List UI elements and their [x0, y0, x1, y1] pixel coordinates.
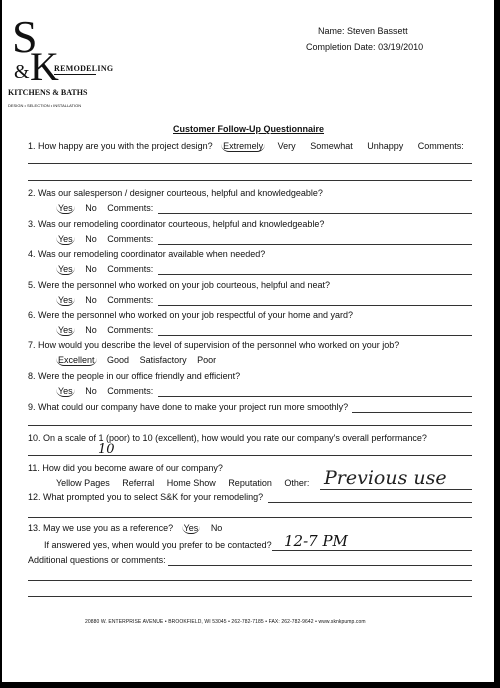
- q13-option-yes[interactable]: Yes: [183, 523, 199, 533]
- svg-text:S: S: [12, 11, 38, 62]
- q8-comment-line[interactable]: [158, 396, 472, 397]
- q9-answer-line-1[interactable]: [352, 412, 472, 413]
- page-title: Customer Follow-Up Questionnaire: [173, 124, 325, 134]
- additional-line-2[interactable]: [28, 580, 472, 581]
- q11-option-home-show[interactable]: Home Show: [166, 478, 216, 488]
- q2-option-no[interactable]: No: [85, 203, 97, 213]
- q12-answer-line-2[interactable]: [28, 517, 472, 518]
- question-2-text: 2. Was our salesperson / designer courteous, helpful and knowledgeable?: [28, 188, 323, 198]
- q4-comments-label: Comments:: [107, 264, 154, 274]
- q12-answer-line-1[interactable]: [268, 502, 472, 503]
- question-13: [28, 523, 222, 533]
- q13-followup-text: If answered yes, when would you prefer to be contacted?: [44, 540, 272, 550]
- q5-answer-row: [56, 295, 153, 305]
- q7-option-excellent[interactable]: Excellent: [58, 355, 95, 365]
- completion-row: [306, 42, 423, 52]
- question-9-text: 9. What could our company have done to make your project run more smoothly?: [28, 402, 349, 412]
- additional-line-3[interactable]: [28, 596, 472, 597]
- question-1-text: 1. How happy are you with the project design?: [28, 141, 213, 151]
- q6-option-no[interactable]: No: [85, 325, 97, 335]
- q4-answer-row: [56, 264, 153, 274]
- question-8-text: 8. Were the people in our office friendly and efficient?: [28, 371, 241, 381]
- question-6-text: 6. Were the personnel who worked on your job respectful of your home and yard?: [28, 310, 354, 320]
- logo-kitchens-baths: KITCHENS & BATHS: [8, 88, 88, 97]
- question-5-text: 5. Were the personnel who worked on your job courteous, helpful and neat?: [28, 280, 331, 290]
- q5-option-yes[interactable]: Yes: [58, 295, 73, 305]
- q13-handwritten-contact-time: 12-7 PM: [284, 532, 348, 550]
- question-4-text: 4. Was our remodeling coordinator available when needed?: [28, 249, 266, 259]
- completion-label: Completion Date:: [306, 42, 376, 52]
- q11-options-row: [56, 478, 309, 488]
- q4-option-yes[interactable]: Yes: [58, 264, 73, 274]
- q5-comments-label: Comments:: [107, 295, 154, 305]
- q1-comments-label: Comments:: [417, 141, 464, 151]
- q1-comment-line-2[interactable]: [28, 180, 472, 181]
- question-10-text: 10. On a scale of 1 (poor) to 10 (excellent), how would you rate our company's overall performance?: [28, 433, 427, 443]
- q5-option-no[interactable]: No: [85, 295, 97, 305]
- q11-option-yellow-pages[interactable]: Yellow Pages: [56, 478, 110, 488]
- name-value: Steven Bassett: [347, 26, 408, 36]
- question-11-text: 11. How did you become aware of our company?: [28, 463, 223, 473]
- q10-handwritten-answer: 10: [98, 442, 115, 457]
- q4-option-no[interactable]: No: [85, 264, 97, 274]
- q5-comment-line[interactable]: [158, 305, 472, 306]
- q3-comment-line[interactable]: [158, 244, 472, 245]
- question-7-text: 7. How would you describe the level of supervision of the personnel who worked on your job?: [28, 340, 400, 350]
- q11-option-referral[interactable]: Referral: [122, 478, 155, 488]
- q6-answer-row: [56, 325, 153, 335]
- q1-option-somewhat[interactable]: Somewhat: [310, 141, 353, 151]
- logo-tagline: DESIGN • SELECTION • INSTALLATION: [8, 103, 82, 108]
- q2-comment-line[interactable]: [158, 213, 472, 214]
- q8-option-yes[interactable]: Yes: [58, 386, 73, 396]
- question-3-text: 3. Was our remodeling coordinator courteous, helpful and knowledgeable?: [28, 219, 325, 229]
- question-13-text: 13. May we use you as a reference?: [28, 523, 174, 533]
- q7-option-satisfactory[interactable]: Satisfactory: [139, 355, 187, 365]
- svg-text:K: K: [30, 44, 59, 80]
- q4-comment-line[interactable]: [158, 274, 472, 275]
- q11-other-label: Other:: [284, 478, 310, 488]
- additional-line-1[interactable]: [168, 565, 472, 566]
- q8-comments-label: Comments:: [107, 386, 154, 396]
- logo-underline: [54, 74, 96, 75]
- q6-comment-line[interactable]: [158, 335, 472, 336]
- q8-option-no[interactable]: No: [85, 386, 97, 396]
- q11-option-reputation[interactable]: Reputation: [228, 478, 272, 488]
- scan-border-left: [0, 0, 2, 688]
- q10-answer-line[interactable]: [28, 455, 472, 456]
- scan-border-bottom: [0, 682, 500, 688]
- footer-address: 20880 W. ENTERPRISE AVENUE • BROOKFIELD, WI 53045 • 262-782-7185 • FAX: 262-782-9642 • www.sknkpump.com: [85, 619, 366, 625]
- q13-answer-line[interactable]: [272, 550, 472, 551]
- q3-answer-row: [56, 234, 153, 244]
- q2-option-yes[interactable]: Yes: [58, 203, 73, 213]
- q9-answer-line-2[interactable]: [28, 425, 472, 426]
- q3-comments-label: Comments:: [107, 234, 154, 244]
- additional-comments-label: Additional questions or comments:: [28, 555, 166, 565]
- completion-value: 03/19/2010: [378, 42, 424, 52]
- q8-answer-row: [56, 386, 153, 396]
- q11-handwritten-other: Previous use: [324, 467, 447, 489]
- q6-option-yes[interactable]: Yes: [58, 325, 73, 335]
- svg-text:&: &: [14, 61, 30, 80]
- q11-other-line[interactable]: [320, 489, 472, 490]
- q2-answer-row: [56, 203, 153, 213]
- name-row: [318, 26, 408, 36]
- q1-comment-line-1[interactable]: [28, 163, 472, 164]
- q2-comments-label: Comments:: [107, 203, 154, 213]
- q7-answer-row: [56, 355, 216, 365]
- question-1: [28, 141, 464, 151]
- q1-option-extremely[interactable]: Extremely: [223, 141, 264, 151]
- q7-option-good[interactable]: Good: [107, 355, 130, 365]
- q7-option-poor[interactable]: Poor: [197, 355, 217, 365]
- q1-option-unhappy[interactable]: Unhappy: [367, 141, 404, 151]
- q3-option-yes[interactable]: Yes: [58, 234, 73, 244]
- q13-option-no[interactable]: No: [210, 523, 223, 533]
- scan-border-right: [494, 0, 500, 688]
- q6-comments-label: Comments:: [107, 325, 154, 335]
- question-12-text: 12. What prompted you to select S&K for your remodeling?: [28, 492, 264, 502]
- q1-option-very[interactable]: Very: [277, 141, 296, 151]
- q3-option-no[interactable]: No: [85, 234, 97, 244]
- name-label: Name:: [318, 26, 345, 36]
- logo-remodeling: REMODELING: [54, 64, 114, 73]
